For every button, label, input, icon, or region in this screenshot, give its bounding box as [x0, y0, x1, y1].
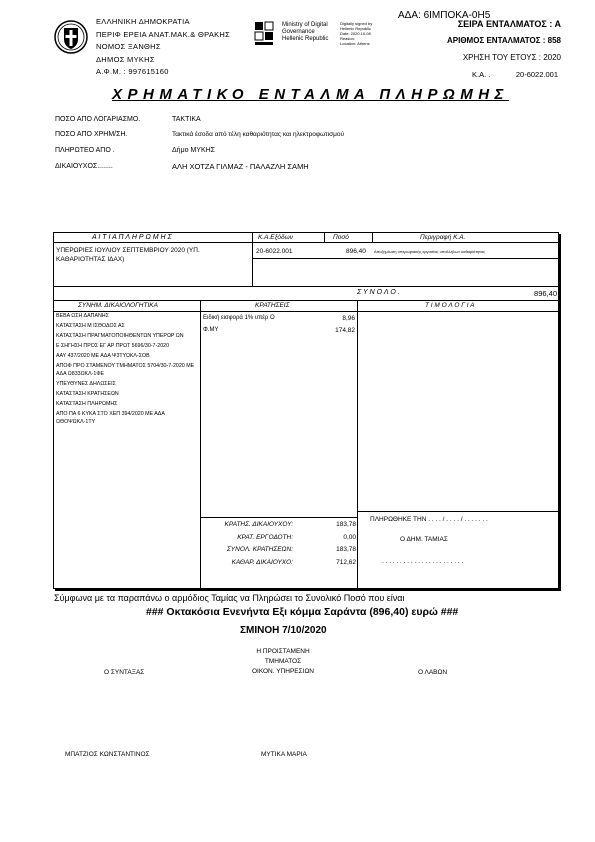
digital-signature-text	[340, 21, 372, 46]
header-poso: Ποσό	[333, 234, 349, 241]
synolo-label: Σ Υ Ν Ο Λ Ο .	[357, 289, 400, 296]
ka-description: Αποζημίωση υπερωριακής εργασίας υπαλλήλων καθαριότητας	[374, 249, 485, 254]
document-item: ΚΑΤΑΣΤΑΣΗ ΚΡΑΤΗΣΕΩΝ	[56, 391, 119, 398]
plirothike-text: ΠΛΗΡΩΘΗΚΕ ΤΗΝ . . . . / . . . . / . . . . . . .	[370, 516, 488, 523]
ka-expense-value: 20-6022.001	[256, 248, 293, 255]
amount-value: 896,40	[346, 248, 366, 255]
header-synimmena: ΣΥΝΗΜ. ΔΙΚΑΙΟΛΟΓΗΤΙΚΑ	[78, 302, 158, 309]
proistameni-line: Η ΠΡΟΙΣΤΑΜΕΝΗ	[256, 648, 310, 655]
issuer-line: ΔΗΜΟΣ ΜΥΚΗΣ	[96, 54, 155, 64]
signature-dots: . . . . . . . . . . . . . . . . . . . . . . .	[382, 558, 464, 565]
syntaxas-name: ΜΠΑΤΖΙΟΣ ΚΩΝΣΤΑΝΤΙΝΟΣ	[65, 751, 150, 758]
info-label: ΠΛΗΡΩΤΕΟ ΑΠΟ .	[55, 147, 115, 154]
col-divider	[324, 232, 325, 242]
proistameni-line: ΟΙΚΟΝ. ΥΠΗΡΕΣΙΩΝ	[251, 668, 314, 675]
payment-statement: Σύμφωνα με τα παραπάνω ο αρμόδιος Ταμίας να Πληρώσει το Συνολικό Ποσό που είναι	[54, 593, 405, 603]
signature-line: Digitally signed by	[340, 21, 373, 26]
document-item: ΑΑΥ 437/2020 ΜΕ ΑΔΑ Ψ3ΤΥΩΚΛ-ΣΟΒ	[56, 353, 150, 360]
table-shadow-bottom	[55, 589, 561, 591]
document-item: ΥΠΕΥΘΥΝΕΣ ΔΗΛΩΣΕΙΣ	[56, 381, 116, 388]
total-label: ΣΥΝΟΛ. ΚΡΑΤΗΣΕΩΝ:	[226, 546, 293, 553]
issuer-block	[96, 16, 230, 79]
issuer-line: ΝΟΜΟΣ ΞΑΝΘΗΣ	[96, 42, 161, 51]
aitia-line: ΥΠΕΡΩΡΙΕΣ ΙΟΥΛΙΟΥ ΣΕΠΤΕΜΒΡΙΟΥ 2020 (ΥΠ.	[56, 247, 200, 254]
ka-label: Κ.Α. .	[472, 70, 491, 79]
xrisi-etous: ΧΡΗΣΗ ΤΟΥ ΕΤΟΥΣ : 2020	[462, 53, 561, 62]
lavon-label: Ο ΛΑΒΩΝ	[418, 669, 448, 676]
greek-emblem-logo	[54, 17, 88, 57]
digital-gov-line: Hellenic Republic	[282, 36, 329, 42]
beneficiary-name: ΑΛΗ ΧΟΤΖΑ ΓΙΛΜΑΖ - ΠΑΛΑΖΛΗ ΣΑΜΗ	[172, 162, 309, 171]
digital-gov-text	[282, 22, 328, 43]
header-ka: Κ.Α.Εξόδων	[258, 234, 293, 241]
documents-list	[56, 313, 198, 429]
issuer-line: ΠΕΡΙΦ ΕΡΕΙΑ ΑΝΑΤ.ΜΑΚ.& ΘΡΑΚΗΣ	[96, 29, 231, 39]
col-divider	[252, 232, 253, 286]
kratisi-label: Ειδική εισφορά 1% υπέρ Ο	[203, 315, 275, 321]
synolo-value: 896,40	[534, 289, 557, 298]
tamias-label: Ο ΔΗΜ. ΤΑΜΙΑΣ	[400, 536, 448, 543]
document-item: ΚΑΤΑΣΤΑΣΗ ΠΡΑΓΜΑΤΟΠΟΙΗΘΕΝΤΩΝ ΥΠΕΡΩΡ ΩΝ	[56, 333, 184, 340]
kratisi-value: 174,82	[335, 327, 355, 334]
issuer-line: ΕΛΛΗΝΙΚΗ ΔΗΜΟΚΡΑΤΙΑ	[96, 17, 190, 26]
table-shadow-right	[559, 234, 561, 591]
header-perigrafi: Περιγραφή Κ.Α.	[420, 234, 466, 241]
aitia-line: ΚΑΘΑΡΙΟΤΗΤΑΣ ΙΔΑΧ)	[56, 256, 125, 263]
total-label: ΚΡΑΤ. ΕΡΓΟΔΟΤΗ:	[237, 534, 293, 541]
total-label: ΚΡΑΤΗΣ. ΔΙΚΑΙΟΥΧΟΥ:	[224, 521, 293, 528]
total-value: 183,78	[336, 546, 356, 553]
total-value: 183,78	[336, 521, 356, 528]
info-label: ΠΟΣΟ ΑΠΟ ΛΟΓΑΡΙΑΣΜΟ.	[55, 116, 141, 123]
document-item: ΑΠΟΦ ΠΡΟ ΣΤΑΜΕΝΟΥ ΤΜΗΜΑΤΟΣ 5704/30-7-2020 ΜΕ ΑΔΑ Ω833ΩΚΛ-1ΦΕ	[56, 363, 195, 378]
totals-top-line	[200, 517, 357, 518]
seira-entalmatos: ΣΕΙΡΑ ΕΝΤΑΛΜΑΤΟΣ : Α	[457, 19, 561, 29]
total-label: ΚΑΘΑΡ. ΔΙΚΑΙΟΥΧΟ:	[231, 559, 293, 566]
signature-line: Hellenic Republic	[340, 26, 371, 31]
proistameni-name: ΜΥΤΙΚΑ ΜΑΡΙΑ	[261, 751, 307, 758]
document-item: ΑΠΟ ΠΑ 6 ΚΥΚΑ ΣΤΟ ΧΕΠ 394/2020 ΜΕ ΑΔΑ ΩΘΟΨΩΚΛ-1ΤΥ	[56, 411, 165, 426]
signature-line: Date: 2020.10.08	[340, 31, 371, 36]
page-title: ΧΡΗΜΑΤΙΚΟ ΕΝΤΑΛΜΑ ΠΛΗΡΩΜΗΣ	[112, 86, 509, 103]
header-divider	[53, 242, 559, 243]
header-aitia: Α Ι Τ Ι Α Π Λ Η Ρ Ω Μ Η Σ	[92, 234, 172, 241]
ada-code: ΑΔΑ: 6ΙΜΠΟΚΑ-0Η5	[398, 10, 491, 21]
subheader-divider	[53, 311, 559, 312]
synolo-bottom-line	[53, 300, 559, 301]
info-value: ΤΑΚΤΙΚΑ	[172, 116, 201, 123]
row-divider	[252, 258, 559, 259]
digital-gov-line: Governance	[282, 29, 315, 35]
document-item: ΚΑΤΑΣΤΑΣΗ ΠΛΗΡΩΜΗΣ	[56, 401, 118, 408]
header-timologia: Τ Ι Μ Ο Λ Ο Γ Ι Α	[425, 302, 475, 309]
header-kratiseis: ΚΡΑΤΗΣΕΙΣ	[255, 302, 290, 309]
info-value: Τακτικά έσοδα από τέλη καθαριότητας και ηλεκτροφωτισμού	[172, 131, 345, 138]
col-divider-kratiseis	[357, 300, 358, 589]
issuer-line: Α.Φ.Μ. : 997615160	[96, 67, 169, 76]
proistameni-block	[238, 647, 328, 677]
digital-gov-line: Ministry of Digital	[282, 22, 328, 28]
col-divider	[372, 232, 373, 242]
amount-in-words: ### Οκτακόσια Ενενήντα Εξι κόμμα Σαράντα (896,40) ευρώ ###	[146, 606, 459, 618]
document-item: ΚΑΤΑΣΤΑΣΗ Μ ΙΣΘΟΔΟΣ ΑΣ	[56, 323, 125, 330]
document-item: Ε ΣΗΓΗΣΗ ΠΡΟΣ ΕΓ ΑΡ ΠΡΩΤ 5696/30-7-2020	[56, 343, 170, 350]
signature-line: Reason:	[340, 36, 355, 41]
timologia-divider	[357, 511, 559, 512]
total-value: 0,00	[343, 534, 356, 541]
arithmos-entalmatos: ΑΡΙΘΜΟΣ ΕΝΤΑΛΜΑΤΟΣ : 858	[447, 36, 561, 45]
total-value: 712,62	[336, 559, 356, 566]
document-item: ΒΕΒΑ ΩΣΗ ΔΑΠΑΝΗΣ	[56, 313, 109, 319]
kratisi-label: Φ.ΜΥ	[203, 327, 219, 333]
info-label: ΠΟΣΟ ΑΠΟ ΧΡΗΜ/ΣΗ.	[55, 131, 128, 138]
signature-line: Location: Athens	[340, 41, 370, 46]
issue-date: ΣΜΙΝΟΗ 7/10/2020	[240, 625, 327, 636]
syntaxas-label: Ο ΣΥΝΤΑΞΑΣ	[104, 669, 145, 676]
digital-governance-logo	[254, 20, 276, 50]
info-label: ΔΙΚΑΙΟΥΧΟΣ........	[55, 163, 113, 170]
proistameni-line: ΤΜΗΜΑΤΟΣ	[264, 658, 302, 665]
ka-value: 20-6022.001	[515, 70, 558, 79]
kratisi-value: 8,96	[342, 315, 355, 322]
aitia-text	[56, 246, 200, 264]
col-divider-docs	[200, 300, 201, 589]
info-value: Δήμο ΜΥΚΗΣ	[172, 147, 215, 154]
synolo-top-line	[53, 286, 559, 287]
